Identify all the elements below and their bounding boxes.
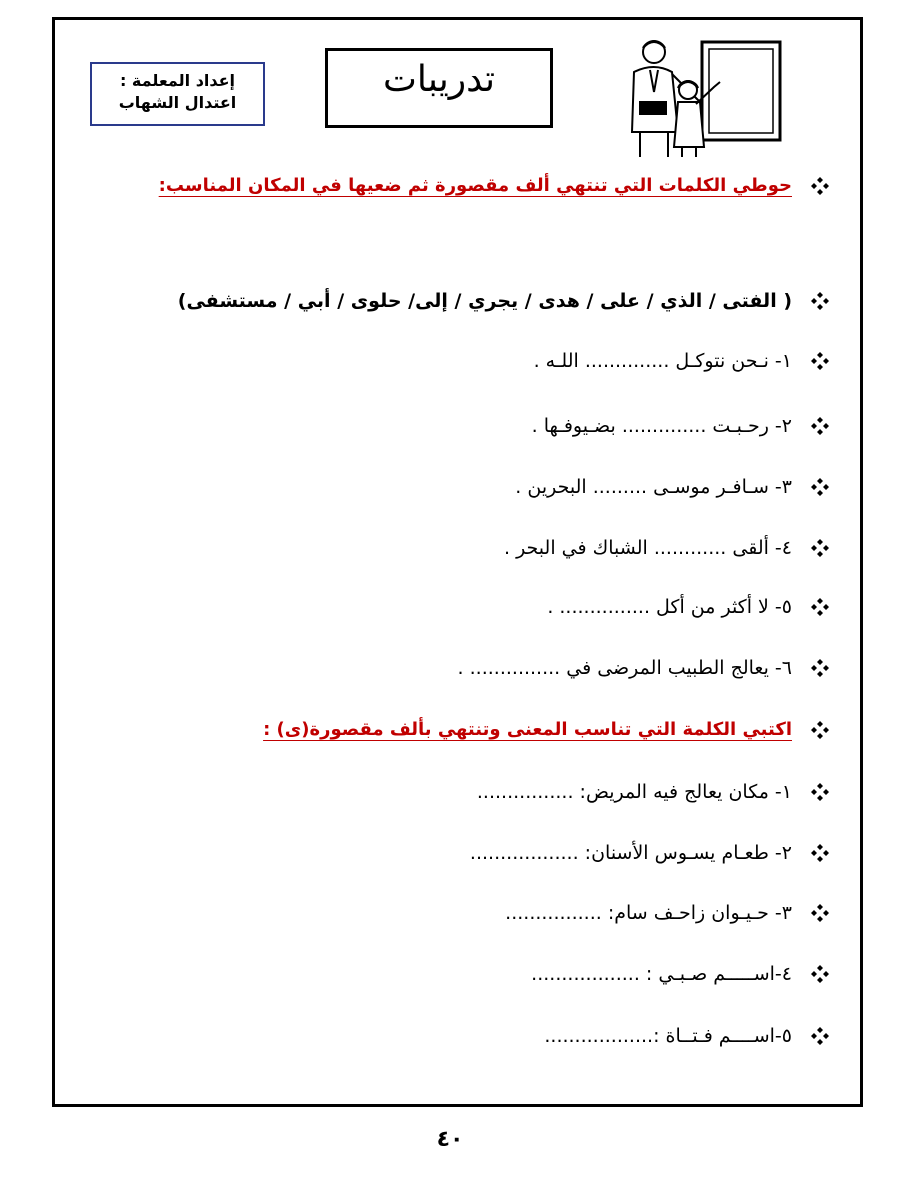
- diamond-bullet-icon: [810, 720, 830, 740]
- list-item: [470, 842, 830, 864]
- diamond-bullet-icon: [810, 1026, 830, 1046]
- list-item: [534, 350, 830, 372]
- list-item: [515, 476, 830, 498]
- list-item: [532, 415, 830, 437]
- page-number: ٤٠: [436, 1127, 464, 1152]
- diamond-bullet-icon: [810, 351, 830, 371]
- diamond-bullet-icon: [810, 597, 830, 617]
- exercise-sentence: ٤- ألقى ............ الشباك في البحر .: [503, 537, 792, 559]
- word-list-row: [178, 290, 830, 312]
- exercise-sentence: ٣- حـيـوان زاحـف سام: ................: [505, 902, 792, 924]
- teacher-student-board-illustration: [610, 32, 788, 157]
- diamond-bullet-icon: [810, 477, 830, 497]
- author-label: إعداد المعلمة :: [119, 71, 236, 90]
- exercise-sentence: ١- نـحن نتوكـل .............. اللـه .: [533, 350, 792, 372]
- list-item: [531, 963, 830, 985]
- section2-heading: اكتبي الكلمة التي تناسب المعنى وتنتهي بألف مقصورة(ى) :: [263, 719, 792, 740]
- list-item: [477, 781, 830, 803]
- diamond-bullet-icon: [810, 903, 830, 923]
- exercise-sentence: ٦- يعالج الطبيب المرضى في ............... .: [457, 657, 792, 679]
- exercise-sentence: ٣- سـافـر موسـى ......... البحرين .: [515, 476, 792, 498]
- list-item: [547, 596, 830, 618]
- section1-heading-row: [159, 175, 830, 196]
- diamond-bullet-icon: [810, 291, 830, 311]
- exercise-sentence: ٤-اســـــم صـبـي : ..................: [531, 963, 792, 985]
- exercise-sentence: ٥-اســــم فـتــاة :..................: [544, 1025, 792, 1047]
- section2-heading-row: [263, 719, 830, 740]
- diamond-bullet-icon: [810, 964, 830, 984]
- diamond-bullet-icon: [810, 843, 830, 863]
- diamond-bullet-icon: [810, 416, 830, 436]
- title-box: [325, 48, 553, 128]
- list-item: [504, 537, 830, 559]
- diamond-bullet-icon: [810, 782, 830, 802]
- diamond-bullet-icon: [810, 658, 830, 678]
- exercise-sentence: ٥- لا أكثر من أكل ............... .: [547, 596, 792, 618]
- exercise-sentence: ٢- طعـام يسـوس الأسنان: ..................: [469, 842, 792, 864]
- author-box: [90, 62, 265, 126]
- exercise-sentence: ١- مكان يعالج فيه المريض: ................: [476, 781, 792, 803]
- diamond-bullet-icon: [810, 538, 830, 558]
- exercise-sentence: ٢- رحـبـت .............. بضـيوفـها .: [531, 415, 792, 437]
- list-item: [544, 1025, 830, 1047]
- list-item: [505, 902, 830, 924]
- author-name: اعتدال الشهاب: [118, 93, 237, 112]
- page-title: تدريبات: [382, 59, 496, 100]
- word-list: ( الفتى / الذي / على / هدى / يجري / إلى/ حلوى / أبي / مستشفى): [177, 290, 792, 312]
- diamond-bullet-icon: [810, 176, 830, 196]
- list-item: [458, 657, 830, 679]
- board-icon: [702, 42, 780, 140]
- section1-heading: حوطي الكلمات التي تنتهي ألف مقصورة ثم ضعيها في المكان المناسب:: [158, 175, 792, 196]
